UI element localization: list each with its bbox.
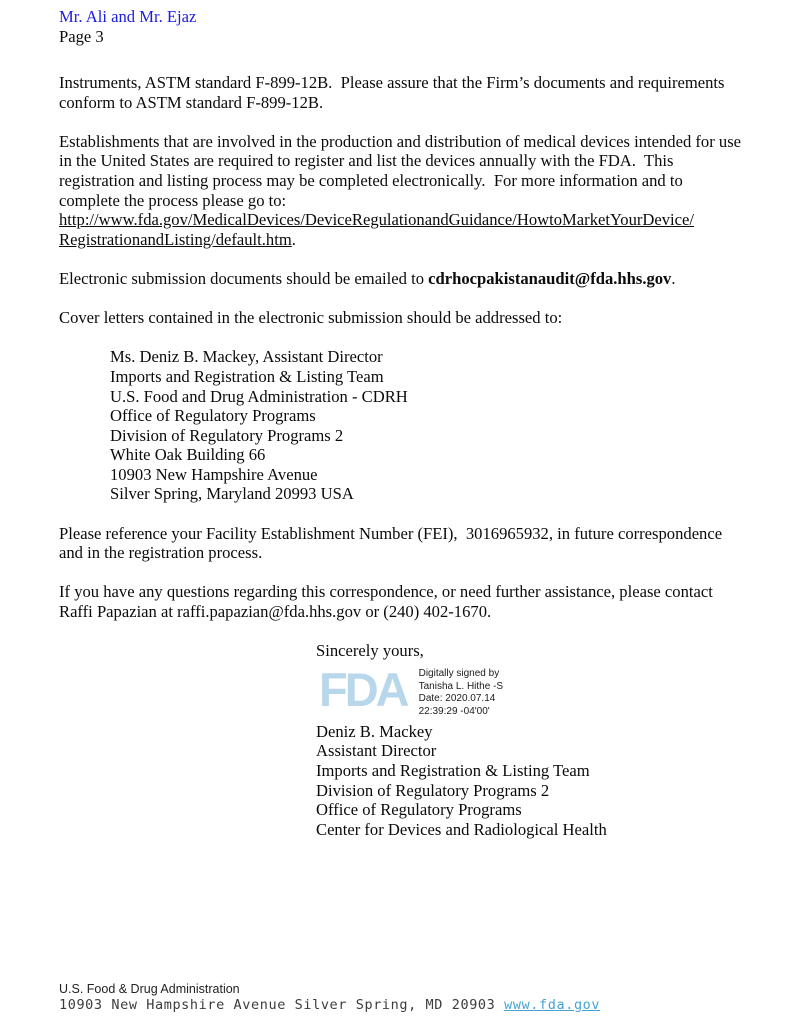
digital-signature-signer: Tanisha L. Hithe -S bbox=[418, 680, 504, 692]
footer-fda-link[interactable]: www.fda.gov bbox=[504, 997, 601, 1013]
submission-email-period: . bbox=[671, 268, 676, 288]
digital-signature-date: Date: 2020.07.14 bbox=[418, 693, 496, 705]
letter-body bbox=[59, 73, 747, 839]
page-footer bbox=[59, 982, 600, 1014]
registration-url-link-line2[interactable]: RegistrationandListing/default.htm bbox=[59, 229, 292, 249]
signatory-title: Assistant Director bbox=[316, 741, 437, 761]
paragraph-registration-text: Establishments that are involved in the production and distribution of medical devices intended for use in the United States are required to register and list the devices annually with the FDA. This registration and listing process may be completed electronically. For more information and to complete the process please go to: bbox=[59, 131, 746, 210]
signature-section bbox=[316, 641, 747, 839]
address-line: Division of Regulatory Programs 2 bbox=[110, 425, 344, 445]
paragraph-cover-letters bbox=[59, 308, 747, 328]
digital-signature-line: Digitally signed by bbox=[418, 667, 500, 679]
signatory-office: Office of Regulatory Programs bbox=[316, 800, 522, 820]
signatory-block bbox=[316, 722, 747, 840]
signatory-division: Division of Regulatory Programs 2 bbox=[316, 780, 550, 800]
signatory-team: Imports and Registration & Listing Team bbox=[316, 761, 590, 780]
closing-line: Sincerely yours, bbox=[316, 641, 424, 661]
signatory-name: Deniz B. Mackey bbox=[316, 721, 433, 741]
address-line: Silver Spring, Maryland 20993 USA bbox=[110, 484, 354, 504]
paragraph-fei bbox=[59, 524, 747, 563]
signatory-center: Center for Devices and Radiological Health bbox=[316, 819, 607, 839]
footer-address-line bbox=[59, 997, 600, 1014]
address-line: Imports and Registration & Listing Team bbox=[110, 366, 384, 386]
recipient-names: Mr. Ali and Mr. Ejaz bbox=[59, 7, 197, 26]
paragraph-email-submission bbox=[59, 269, 747, 289]
address-line: Office of Regulatory Programs bbox=[110, 406, 316, 426]
paragraph-email-submission-text: Electronic submission documents should be emailed to bbox=[59, 268, 429, 288]
address-line: Ms. Deniz B. Mackey, Assistant Director bbox=[110, 347, 383, 367]
registration-url-link-line1[interactable]: http://www.fda.gov/MedicalDevices/DeviceRegulationandGuidance/HowtoMarketYourDevice/ bbox=[59, 210, 695, 230]
paragraph-fei-text: Please reference your Facility Establishment Number (FEI), 3016965932, in future correspondence and in the registration process. bbox=[59, 523, 727, 563]
paragraph-cover-letters-text: Cover letters contained in the electronic submission should be addressed to: bbox=[59, 308, 563, 328]
mailing-address-block bbox=[110, 347, 747, 504]
paragraph-contact-text: If you have any questions regarding this correspondence, or need further assistance, please contact Raffi Papazian at raffi.papazian@fda.hhs.gov or (240) 402-1670. bbox=[59, 582, 717, 622]
footer-address-text: 10903 New Hampshire Avenue Silver Spring, MD 20903 bbox=[59, 997, 505, 1013]
digital-signature-details bbox=[419, 667, 504, 719]
page-header bbox=[59, 7, 196, 46]
fda-logo-icon: FDA bbox=[319, 662, 407, 716]
page-number: Page 3 bbox=[59, 26, 104, 46]
submission-email-address: cdrhocpakistanaudit@fda.hhs.gov bbox=[428, 268, 672, 288]
footer-organization: U.S. Food & Drug Administration bbox=[59, 982, 240, 996]
paragraph-astm bbox=[59, 73, 747, 112]
paragraph-contact bbox=[59, 582, 747, 621]
paragraph-registration bbox=[59, 132, 747, 250]
paragraph-astm-text: Instruments, ASTM standard F-899-12B. Please assure that the Firm’s documents and requirements conform to ASTM standard F-899-12B. bbox=[59, 73, 729, 112]
address-line: U.S. Food and Drug Administration - CDRH bbox=[110, 386, 408, 406]
registration-url-period: . bbox=[291, 229, 296, 249]
address-line: White Oak Building 66 bbox=[110, 445, 266, 465]
digital-signature-stamp bbox=[319, 662, 747, 719]
digital-signature-time: 22:39:29 -04'00' bbox=[418, 705, 490, 717]
address-line: 10903 New Hampshire Avenue bbox=[110, 464, 318, 484]
